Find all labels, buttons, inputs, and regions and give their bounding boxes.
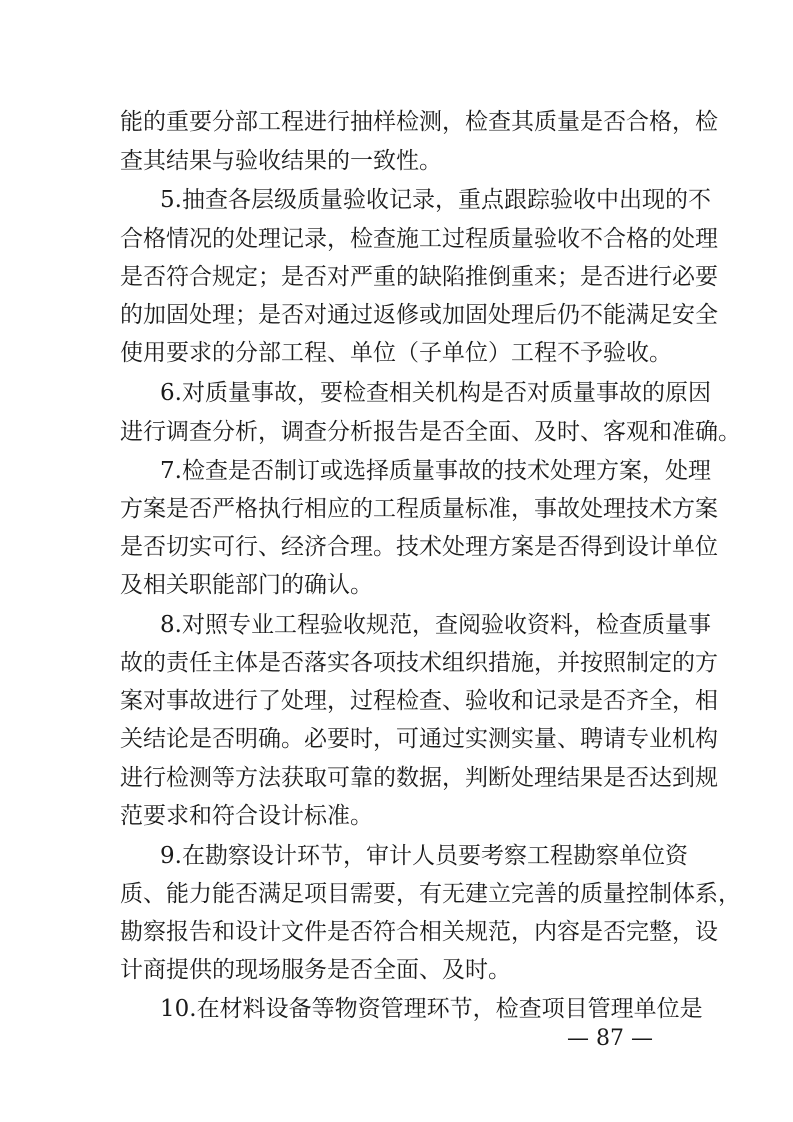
body-text-line: 进行调查分析，调查分析报告是否全面、及时、客观和准确。 — [120, 419, 741, 445]
body-text-line: 质、能力能否满足项目需要，有无建立完善的质量控制体系， — [120, 881, 741, 907]
body-text-line: 进行检测等方法获取可靠的数据，判断处理结果是否达到规 — [120, 765, 718, 791]
body-text-line: 是否切实可行、经济合理。技术处理方案是否得到设计单位 — [120, 534, 718, 560]
body-text-line: 使用要求的分部工程、单位（子单位）工程不予验收。 — [120, 340, 672, 366]
body-text-line: 合格情况的处理记录，检查施工过程质量验收不合格的处理 — [120, 226, 718, 252]
paragraph-8-first-line: 8.对照专业工程验收规范，查阅验收资料，检查质量事 — [160, 612, 711, 638]
body-text-line: 范要求和符合设计标准。 — [120, 803, 373, 829]
paragraph-7-first-line: 7.检查是否制订或选择质量事故的技术处理方案，处理 — [160, 458, 711, 484]
paragraph-5-first-line: 5.抽查各层级质量验收记录，重点跟踪验收中出现的不 — [160, 187, 711, 213]
paragraph-9-first-line: 9.在勘察设计环节，审计人员要考察工程勘察单位资 — [160, 843, 688, 869]
body-text-line: 案对事故进行了处理，过程检查、验收和记录是否齐全，相 — [120, 688, 718, 714]
body-text-line: 计商提供的现场服务是否全面、及时。 — [120, 957, 511, 983]
body-text-line: 查其结果与验收结果的一致性。 — [120, 148, 442, 174]
body-text-line: 的加固处理；是否对通过返修或加固处理后仍不能满足安全 — [120, 302, 718, 328]
body-text-line: 故的责任主体是否落实各项技术组织措施，并按照制定的方 — [120, 650, 718, 676]
body-text-line: 是否符合规定；是否对严重的缺陷推倒重来；是否进行必要 — [120, 264, 718, 290]
body-text-line: 方案是否严格执行相应的工程质量标准，事故处理技术方案 — [120, 496, 718, 522]
paragraph-10-first-line: 10.在材料设备等物资管理环节，检查项目管理单位是 — [160, 996, 703, 1022]
body-text-line: 能的重要分部工程进行抽样检测，检查其质量是否合格，检 — [120, 109, 718, 135]
body-text-line: 及相关职能部门的确认。 — [120, 572, 373, 598]
page-number: — 87 — — [567, 1026, 653, 1051]
paragraph-6-first-line: 6.对质量事故，要检查相关机构是否对质量事故的原因 — [160, 380, 711, 406]
body-text-line: 勘察报告和设计文件是否符合相关规范，内容是否完整，设 — [120, 919, 718, 945]
body-text-line: 关结论是否明确。必要时，可通过实测实量、聘请专业机构 — [120, 726, 718, 752]
